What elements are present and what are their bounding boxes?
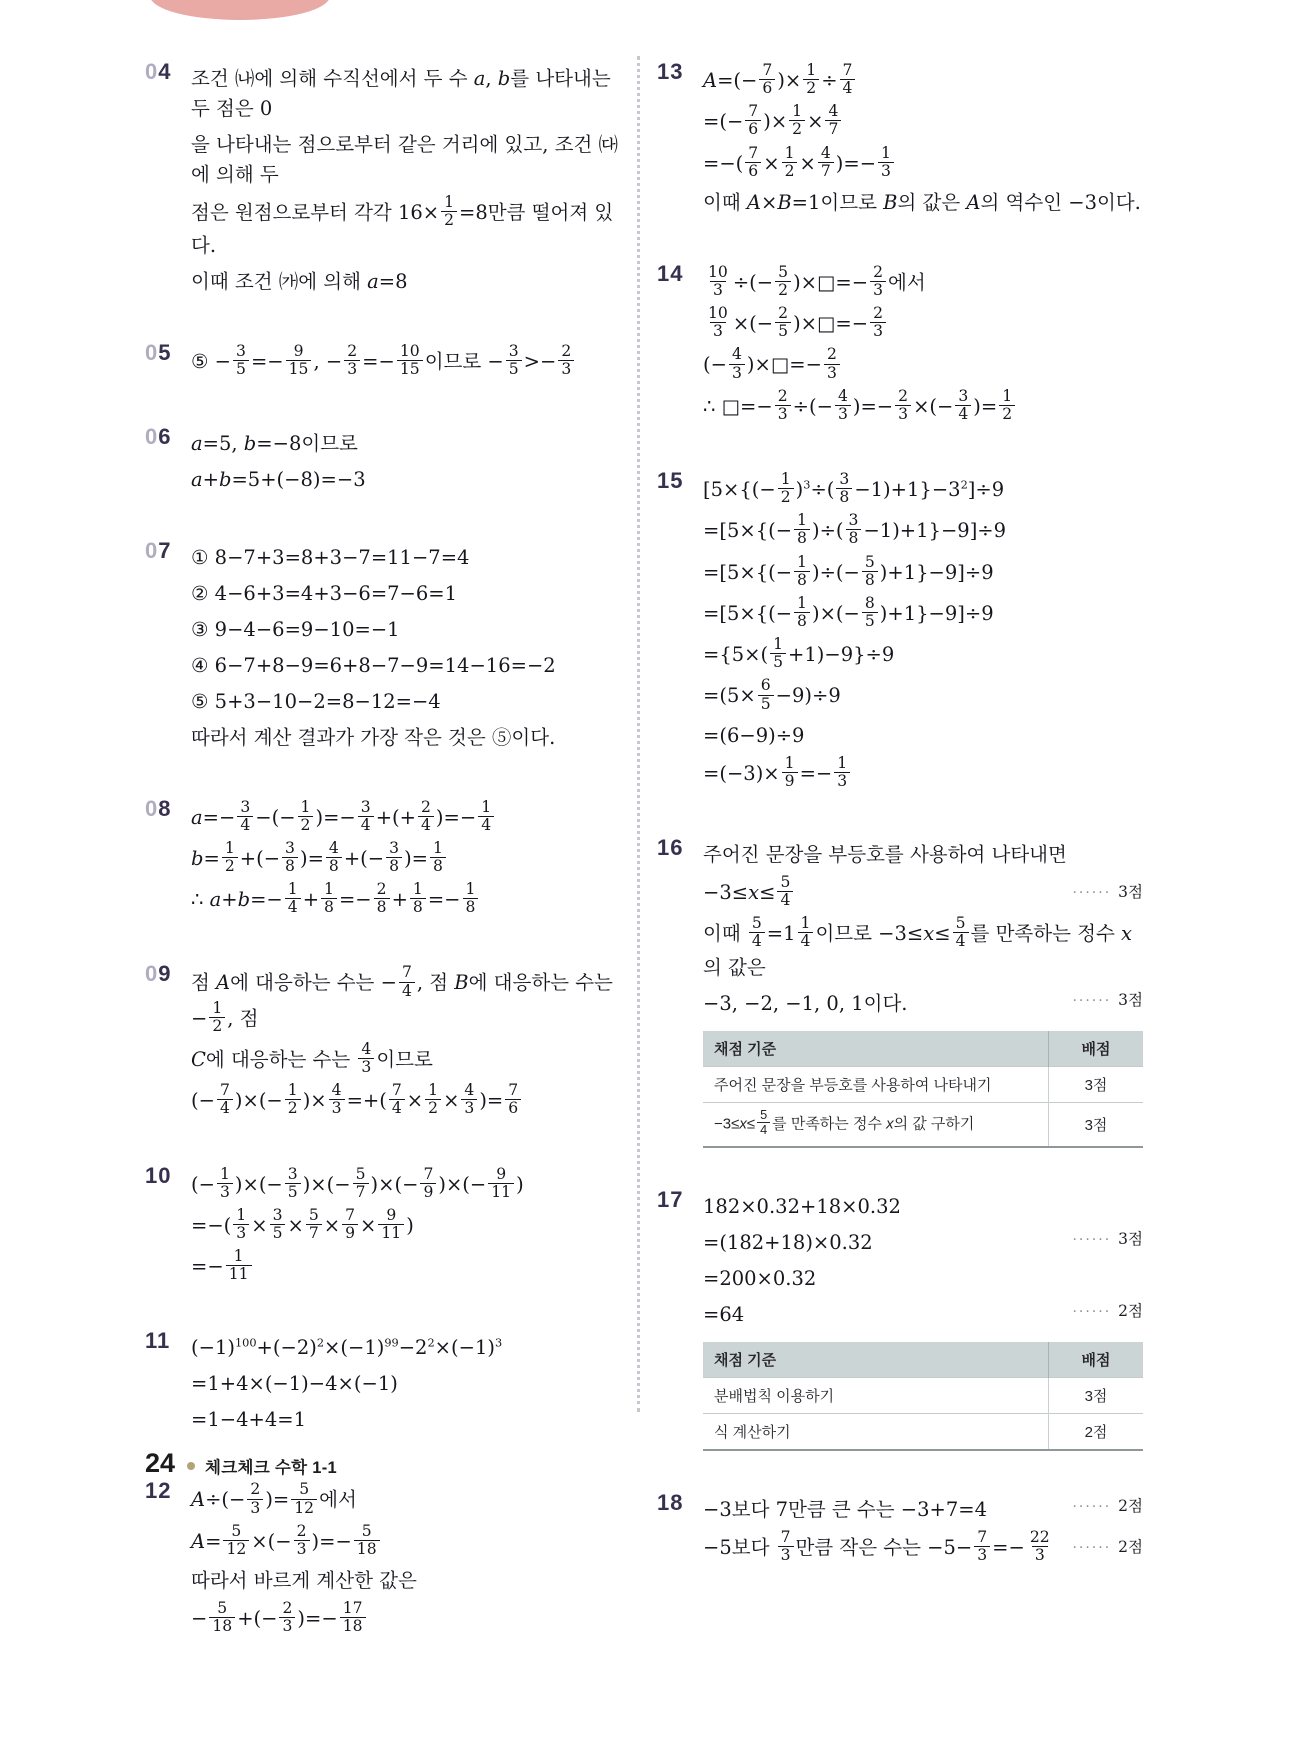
fraction: $\frac{3}{8}$ bbox=[282, 840, 298, 875]
fraction: $\frac{2}{3}$ bbox=[247, 1481, 263, 1516]
dotted-leader: ······ bbox=[1072, 992, 1112, 1009]
solution-line: =(5× $\frac{6}{5}$ −9)÷9 bbox=[703, 676, 841, 713]
dotted-leader: ······ bbox=[1072, 1231, 1112, 1248]
solution-line: =(6−9)÷9 bbox=[703, 723, 805, 747]
solution-line: $\frac{10}{3}$ ÷(− $\frac{5}{2}$ )×□=− $\frac{2}{3}$ 에서 bbox=[703, 266, 1143, 301]
solution-line: b= $\frac{1}{2}$ +(− $\frac{3}{8}$ )= $\frac{4}{8}$ +(− $\frac{3}{8}$ )= $\frac{1}{8}$ bbox=[191, 842, 625, 877]
solution-line: ={5×( $\frac{1}{5}$ +1)−9}÷9 bbox=[703, 635, 895, 672]
solution-item-06 bbox=[145, 423, 625, 501]
solution-item-17 bbox=[657, 1186, 1143, 1453]
solution-line: 이때 A×B=1이므로 B의 값은 A의 역수인 −3이다. bbox=[703, 190, 1141, 214]
fraction: $\frac{3}{5}$ bbox=[285, 1166, 301, 1201]
solution-body bbox=[703, 1489, 1143, 1572]
solution-line: =64 ······ 2점 bbox=[703, 1300, 1143, 1330]
solution-line: −3≤x≤ $\frac{5}{4}$ ······ 3점 bbox=[703, 872, 1143, 910]
fraction: $\frac{5}{8}$ bbox=[862, 554, 878, 589]
fraction: $\frac{1}{3}$ bbox=[878, 145, 894, 180]
solution-line: − $\frac{5}{18}$ +(− $\frac{2}{3}$ )=− $\frac{17}{18}$ bbox=[191, 1602, 625, 1637]
fraction: $\frac{2}{3}$ bbox=[824, 346, 840, 381]
score-badge: ······ 3점 bbox=[1072, 990, 1143, 1009]
grading-points: 2점 bbox=[1049, 1413, 1144, 1450]
score-badge: ······ 2점 bbox=[1072, 1301, 1143, 1320]
fraction: $\frac{3}{4}$ bbox=[358, 799, 374, 834]
solution-line: A=(− $\frac{7}{6}$ )× $\frac{1}{2}$ ÷ $\frac{7}{4}$ bbox=[703, 64, 1143, 99]
fraction: $\frac{1}{8}$ bbox=[410, 881, 426, 916]
fraction: $\frac{1}{3}$ bbox=[217, 1166, 233, 1201]
item-number: 05 bbox=[145, 340, 172, 366]
fraction: $\frac{1}{2}$ bbox=[425, 1082, 441, 1117]
footer-dot-icon bbox=[187, 1462, 195, 1470]
solution-line: ∴ a+b=− $\frac{1}{4}$ + $\frac{1}{8}$ =− $\frac{2}{8}$ + $\frac{1}{8}$ =− $\frac{1}{8}$ bbox=[191, 883, 625, 918]
fraction: $\frac{2}{8}$ bbox=[374, 881, 390, 916]
fraction: $\frac{4}{3}$ bbox=[835, 388, 851, 423]
fraction: $\frac{4}{3}$ bbox=[358, 1041, 374, 1076]
fraction: $\frac{2}{3}$ bbox=[870, 305, 886, 340]
fraction: $\frac{1}{8}$ bbox=[794, 595, 810, 630]
solution-line: 점 A에 대응하는 수는 − $\frac{7}{4}$ , 점 B에 대응하는 수는 − $\frac{1}{2}$ , 점 bbox=[191, 963, 613, 1035]
fraction: $\frac{5}{12}$ bbox=[291, 1481, 317, 1516]
page-tab-decoration bbox=[150, 0, 330, 20]
item-number: 06 bbox=[145, 423, 172, 449]
solution-line: 을 나타내는 점으로부터 같은 거리에 있고, 조건 ㈐에 의해 두 bbox=[191, 133, 618, 186]
solution-line: =1−4+4=1 bbox=[191, 1408, 306, 1432]
item-number: 11 bbox=[145, 1328, 171, 1354]
solution-item-12 bbox=[145, 1477, 625, 1643]
fraction: $\frac{2}{3}$ bbox=[558, 343, 574, 378]
fraction: $\frac{3}{4}$ bbox=[237, 799, 253, 834]
fraction: $\frac{3}{5}$ bbox=[233, 343, 249, 378]
fraction: $\frac{1}{2}$ bbox=[298, 799, 314, 834]
solution-line: 182×0.32+18×0.32 bbox=[703, 1194, 901, 1218]
solution-item-09 bbox=[145, 960, 625, 1125]
dotted-leader: ······ bbox=[1072, 885, 1112, 902]
fraction: $\frac{1}{8}$ bbox=[794, 554, 810, 589]
fraction: $\frac{7}{3}$ bbox=[778, 1529, 794, 1564]
solution-item-07 bbox=[145, 537, 625, 759]
fraction: $\frac{7}{9}$ bbox=[342, 1207, 358, 1242]
fraction: $\frac{7}{4}$ bbox=[840, 62, 856, 97]
fraction: $\frac{4}{3}$ bbox=[461, 1082, 477, 1117]
page-number: 24 bbox=[145, 1448, 176, 1478]
solution-line: =[5×{(− $\frac{1}{8}$ )÷( $\frac{3}{8}$ −1)+1}−9]÷9 bbox=[703, 511, 1007, 548]
fraction: $\frac{5}{4}$ bbox=[953, 915, 969, 950]
solution-line: 따라서 바르게 계산한 값은 bbox=[191, 1568, 417, 1592]
fraction: $\frac{7}{4}$ bbox=[389, 1082, 405, 1117]
fraction: $\frac{7}{4}$ bbox=[399, 964, 415, 999]
solution-item-16 bbox=[657, 834, 1143, 1150]
solution-item-13 bbox=[657, 58, 1143, 224]
score-badge: ······ 2점 bbox=[1072, 1496, 1143, 1515]
book-title: 체크체크 수학 1-1 bbox=[205, 1458, 337, 1477]
solution-body bbox=[191, 1327, 625, 1441]
grading-table bbox=[703, 1031, 1143, 1148]
fraction: $\frac{1}{9}$ bbox=[782, 755, 798, 790]
solution-body bbox=[191, 58, 625, 303]
fraction: $\frac{3}{5}$ bbox=[506, 343, 522, 378]
solution-line: 점은 원점으로부터 각각 16× $\frac{1}{2}$ =8만큼 떨어져 있다. bbox=[191, 193, 614, 258]
solution-line: =200×0.32 bbox=[703, 1266, 817, 1290]
solution-body bbox=[191, 1477, 625, 1643]
solution-item-15 bbox=[657, 467, 1143, 798]
fraction: $\frac{2}{3}$ bbox=[294, 1523, 310, 1558]
solution-line: ⑤ 5+3−10−2=8−12=−4 bbox=[191, 689, 441, 713]
item-number: 09 bbox=[145, 961, 172, 987]
solution-line: 이때 조건 ㈎에 의해 a=8 bbox=[191, 270, 408, 294]
fraction: $\frac{1}{2}$ bbox=[222, 840, 238, 875]
fraction: $\frac{4}{3}$ bbox=[729, 346, 745, 381]
grading-header-criteria: 채점 기준 bbox=[703, 1342, 1049, 1378]
solution-line: ④ 6−7+8−9=6+8−7−9=14−16=−2 bbox=[191, 653, 556, 677]
solution-body bbox=[703, 58, 1143, 224]
fraction: $\frac{10}{3}$ bbox=[708, 304, 728, 341]
fraction: $\frac{7}{6}$ bbox=[745, 103, 761, 138]
grading-criteria: −3≤x≤ $\frac{5}{4}$ 를 만족하는 정수 x의 값 구하기 bbox=[703, 1102, 1049, 1147]
grading-table bbox=[703, 1342, 1143, 1451]
solution-item-08 bbox=[145, 795, 625, 925]
right-column bbox=[657, 58, 1143, 1608]
item-number: 10 bbox=[145, 1162, 172, 1188]
solution-line: $\frac{10}{3}$ ×(− $\frac{2}{5}$ )×□=− $\frac{2}{3}$ bbox=[703, 307, 1143, 342]
item-number: 15 bbox=[657, 467, 684, 493]
fraction: $\frac{1}{3}$ bbox=[233, 1207, 249, 1242]
dotted-leader: ······ bbox=[1072, 1303, 1112, 1320]
grading-header-criteria: 채점 기준 bbox=[703, 1031, 1049, 1067]
fraction: $\frac{4}{3}$ bbox=[329, 1082, 345, 1117]
score-badge: ······ 2점 bbox=[1072, 1537, 1143, 1556]
grading-row bbox=[703, 1413, 1143, 1450]
solution-line: =(−3)× $\frac{1}{9}$ =− $\frac{1}{3}$ bbox=[703, 757, 1143, 792]
fraction: $\frac{1}{2}$ bbox=[209, 1000, 225, 1035]
fraction: $\frac{7}{3}$ bbox=[974, 1529, 990, 1564]
fraction: $\frac{1}{8}$ bbox=[794, 512, 810, 547]
solution-line: =− $\frac{1}{11}$ bbox=[191, 1250, 625, 1285]
fraction: $\frac{1}{8}$ bbox=[430, 840, 446, 875]
fraction: $\frac{1}{8}$ bbox=[463, 881, 479, 916]
fraction: $\frac{1}{2}$ bbox=[999, 388, 1015, 423]
fraction: $\frac{6}{5}$ bbox=[758, 677, 774, 712]
item-number: 08 bbox=[145, 795, 172, 821]
solution-item-11 bbox=[145, 1327, 625, 1441]
fraction: $\frac{9}{11}$ bbox=[378, 1207, 404, 1242]
fraction: $\frac{5}{18}$ bbox=[354, 1523, 380, 1558]
fraction: $\frac{7}{6}$ bbox=[759, 62, 775, 97]
fraction: $\frac{1}{2}$ bbox=[803, 62, 819, 97]
fraction: $\frac{10}{15}$ bbox=[397, 343, 423, 378]
item-number: 18 bbox=[657, 1489, 684, 1515]
fraction: $\frac{5}{7}$ bbox=[306, 1207, 322, 1242]
fraction: $\frac{9}{15}$ bbox=[286, 343, 312, 378]
solution-line: $(-1)^{100}+(-2)^2\times(-1)^{99}-2^2\times(-1)^3$ bbox=[191, 1336, 503, 1360]
fraction: $\frac{3}{5}$ bbox=[270, 1207, 286, 1242]
fraction: $\frac{3}{8}$ bbox=[386, 840, 402, 875]
fraction: $\frac{7}{9}$ bbox=[420, 1166, 436, 1201]
item-number: 12 bbox=[145, 1478, 172, 1504]
solution-line: C에 대응하는 수는 $\frac{4}{3}$ 이므로 bbox=[191, 1039, 433, 1077]
solution-line: =(182+18)×0.32 ······ 3점 bbox=[703, 1228, 1143, 1258]
solution-body bbox=[191, 1162, 625, 1292]
fraction: $\frac{5}{4}$ bbox=[777, 874, 793, 909]
item-number: 17 bbox=[657, 1186, 684, 1212]
grading-criteria: 주어진 문장을 부등호를 사용하여 나타내기 bbox=[703, 1066, 1049, 1102]
fraction: $\frac{5}{12}$ bbox=[223, 1523, 249, 1558]
fraction: $\frac{3}{4}$ bbox=[955, 388, 971, 423]
solution-line: (− $\frac{7}{4}$ )×(− $\frac{1}{2}$ )× $\frac{4}{3}$ =+( $\frac{7}{4}$ × $\frac{1}{2}$ × $\frac{4}{3}$ )= $\frac{7}{6}$ bbox=[191, 1084, 625, 1119]
grading-header-points: 배점 bbox=[1049, 1342, 1144, 1378]
item-number: 04 bbox=[145, 59, 172, 84]
solution-line: ③ 9−4−6=9−10=−1 bbox=[191, 617, 400, 641]
grading-row bbox=[703, 1066, 1143, 1102]
dotted-leader: ······ bbox=[1072, 1498, 1112, 1515]
solution-line: 이때 $\frac{5}{4}$ =1 $\frac{1}{4}$ 이므로 −3≤x≤ $\frac{5}{4}$ 를 만족하는 정수 x의 값은 bbox=[703, 914, 1132, 979]
fraction: $\frac{3}{8}$ bbox=[836, 471, 852, 506]
solution-line: −3, −2, −1, 0, 1이다. ······ 3점 bbox=[703, 989, 1143, 1019]
solution-body bbox=[703, 260, 1143, 431]
fraction: $\frac{5}{18}$ bbox=[209, 1600, 235, 1635]
fraction: $\frac{4}{7}$ bbox=[818, 145, 834, 180]
grading-points: 3점 bbox=[1049, 1066, 1144, 1102]
grading-criteria: 분배법칙 이용하기 bbox=[703, 1377, 1049, 1413]
solution-body bbox=[703, 834, 1143, 1150]
solution-body bbox=[191, 423, 625, 501]
item-number: 13 bbox=[657, 59, 684, 84]
fraction: $\frac{7}{6}$ bbox=[505, 1082, 521, 1117]
grading-row bbox=[703, 1102, 1143, 1147]
solution-line: 조건 ㈏에 의해 수직선에서 두 수 a, b를 나타내는 두 점은 0 bbox=[191, 67, 611, 120]
fraction: $\frac{2}{3}$ bbox=[775, 388, 791, 423]
item-number: 07 bbox=[145, 537, 172, 563]
solution-line: =−( $\frac{1}{3}$ × $\frac{3}{5}$ × $\frac{5}{7}$ × $\frac{7}{9}$ × $\frac{9}{11}$ ) bbox=[191, 1205, 414, 1242]
fraction: $\frac{5}{4}$ bbox=[749, 915, 765, 950]
fraction: $\frac{4}{8}$ bbox=[326, 840, 342, 875]
grading-header-points: 배점 bbox=[1049, 1031, 1144, 1067]
solution-item-04 bbox=[145, 58, 625, 303]
fraction: $\frac{1}{11}$ bbox=[226, 1248, 252, 1283]
fraction: $\frac{1}{2}$ bbox=[441, 194, 457, 229]
fraction: $\frac{1}{2}$ bbox=[789, 103, 805, 138]
solution-line: −3보다 7만큼 큰 수는 −3+7=4 ······ 2점 bbox=[703, 1495, 1143, 1525]
solution-line: ① 8−7+3=8+3−7=11−7=4 bbox=[191, 545, 470, 569]
fraction: $\frac{5}{2}$ bbox=[775, 264, 791, 299]
solution-body bbox=[191, 537, 625, 759]
solution-line: (− $\frac{4}{3}$ )×□=− $\frac{2}{3}$ bbox=[703, 348, 1143, 383]
solution-line: [5×{(− $\frac{1}{2}$ )$^3$÷( $\frac{3}{8}$ $-1)+1\}-3^2]\div 9$ bbox=[703, 469, 1005, 507]
solution-line: −5보다 $\frac{7}{3}$ 만큼 작은 수는 −5− $\frac{7}{3}$ =− $\frac{22}{3}$ ······ 2점 bbox=[703, 1527, 1143, 1564]
solution-line: A= $\frac{5}{12}$ ×(− $\frac{2}{3}$ )=− $\frac{5}{18}$ bbox=[191, 1525, 625, 1560]
fraction: $\frac{22}{3}$ bbox=[1029, 1527, 1050, 1564]
solution-line: ⑤ − $\frac{3}{5}$ =− $\frac{9}{15}$ , − $\frac{2}{3}$ =− $\frac{10}{15}$ 이므로 − $\frac{3}{5}$ >− $\frac{2}{3}$ bbox=[191, 345, 625, 380]
solution-item-05 bbox=[145, 339, 625, 386]
item-number: 16 bbox=[657, 834, 684, 860]
solution-line: a=5, b=−8이므로 bbox=[191, 431, 358, 455]
fraction: $\frac{1}{2}$ bbox=[778, 471, 794, 506]
solution-line: =−( $\frac{7}{6}$ × $\frac{1}{2}$ × $\frac{4}{7}$ )=− $\frac{1}{3}$ bbox=[703, 147, 1143, 182]
solution-line: a+b=5+(−8)=−3 bbox=[191, 467, 366, 491]
solution-item-10 bbox=[145, 1162, 625, 1292]
solution-line: a=− $\frac{3}{4}$ −(− $\frac{1}{2}$ )=− $\frac{3}{4}$ +(+ $\frac{2}{4}$ )=− $\frac{1}{4}$ bbox=[191, 801, 625, 836]
fraction: $\frac{7}{6}$ bbox=[745, 145, 761, 180]
solution-item-18 bbox=[657, 1489, 1143, 1572]
fraction: $\frac{1}{5}$ bbox=[770, 636, 786, 671]
grading-criteria: 식 계산하기 bbox=[703, 1413, 1049, 1450]
fraction: $\frac{1}{2}$ bbox=[782, 145, 798, 180]
solution-line: =[5×{(− $\frac{1}{8}$ )÷(− $\frac{5}{8}$ )+1}−9]÷9 bbox=[703, 552, 994, 589]
fraction: $\frac{8}{5}$ bbox=[862, 595, 878, 630]
solution-body bbox=[191, 960, 625, 1125]
fraction: $\frac{1}{8}$ bbox=[321, 881, 337, 916]
fraction: $\frac{1}{4}$ bbox=[478, 799, 494, 834]
item-number: 14 bbox=[657, 260, 684, 286]
solution-line: =1+4×(−1)−4×(−1) bbox=[191, 1372, 398, 1396]
solution-line: =[5×{(− $\frac{1}{8}$ )×(− $\frac{8}{5}$ )+1}−9]÷9 bbox=[703, 593, 994, 630]
solution-line: (− $\frac{1}{3}$ )×(− $\frac{3}{5}$ )×(− $\frac{5}{7}$ )×(− $\frac{7}{9}$ )×(− $\frac{9}{11}$ ) bbox=[191, 1164, 524, 1201]
fraction: $\frac{2}{5}$ bbox=[775, 305, 791, 340]
fraction: $\frac{3}{8}$ bbox=[846, 512, 862, 547]
score-badge: ······ 3점 bbox=[1072, 883, 1143, 902]
fraction: $\frac{1}{4}$ bbox=[285, 881, 301, 916]
column-divider bbox=[637, 56, 640, 1412]
fraction: $\frac{2}{3}$ bbox=[870, 264, 886, 299]
fraction: $\frac{2}{4}$ bbox=[418, 799, 434, 834]
score-badge: ······ 3점 bbox=[1072, 1229, 1143, 1248]
solution-line: 따라서 계산 결과가 가장 작은 것은 ⑤이다. bbox=[191, 725, 556, 749]
solution-item-14 bbox=[657, 260, 1143, 431]
solution-body bbox=[191, 795, 625, 925]
fraction: $\frac{17}{18}$ bbox=[340, 1600, 366, 1635]
fraction: $\frac{2}{3}$ bbox=[344, 343, 360, 378]
solution-line: A÷(− $\frac{2}{3}$ )= $\frac{5}{12}$ 에서 bbox=[191, 1480, 357, 1517]
fraction: $\frac{2}{3}$ bbox=[279, 1600, 295, 1635]
grading-points: 3점 bbox=[1049, 1377, 1144, 1413]
fraction: $\frac{9}{11}$ bbox=[488, 1166, 514, 1201]
solution-body bbox=[191, 339, 625, 386]
fraction: $\frac{10}{3}$ bbox=[708, 262, 728, 299]
fraction: $\frac{1}{2}$ bbox=[285, 1082, 301, 1117]
grading-points: 3점 bbox=[1049, 1102, 1144, 1147]
solution-line: ∴ □=− $\frac{2}{3}$ ÷(− $\frac{4}{3}$ )=− $\frac{2}{3}$ ×(− $\frac{3}{4}$ )= $\frac{1}{2}$ bbox=[703, 390, 1143, 425]
solution-line: =(− $\frac{7}{6}$ )× $\frac{1}{2}$ × $\frac{4}{7}$ bbox=[703, 105, 1143, 140]
solution-body bbox=[703, 467, 1143, 798]
solution-line: 주어진 문장을 부등호를 사용하여 나타내면 bbox=[703, 842, 1067, 866]
fraction: $\frac{1}{4}$ bbox=[798, 915, 814, 950]
solution-line: ② 4−6+3=4+3−6=7−6=1 bbox=[191, 581, 458, 605]
page-footer bbox=[145, 1448, 337, 1479]
dotted-leader: ······ bbox=[1072, 1539, 1112, 1556]
fraction: $\frac{5}{7}$ bbox=[353, 1166, 369, 1201]
fraction: $\frac{4}{7}$ bbox=[825, 103, 841, 138]
fraction: $\frac{5}{4}$ bbox=[757, 1108, 770, 1137]
solution-body bbox=[703, 1186, 1143, 1453]
fraction: $\frac{1}{3}$ bbox=[834, 755, 850, 790]
grading-row bbox=[703, 1377, 1143, 1413]
left-column bbox=[145, 58, 625, 1679]
fraction: $\frac{7}{4}$ bbox=[217, 1082, 233, 1117]
fraction: $\frac{2}{3}$ bbox=[895, 388, 911, 423]
